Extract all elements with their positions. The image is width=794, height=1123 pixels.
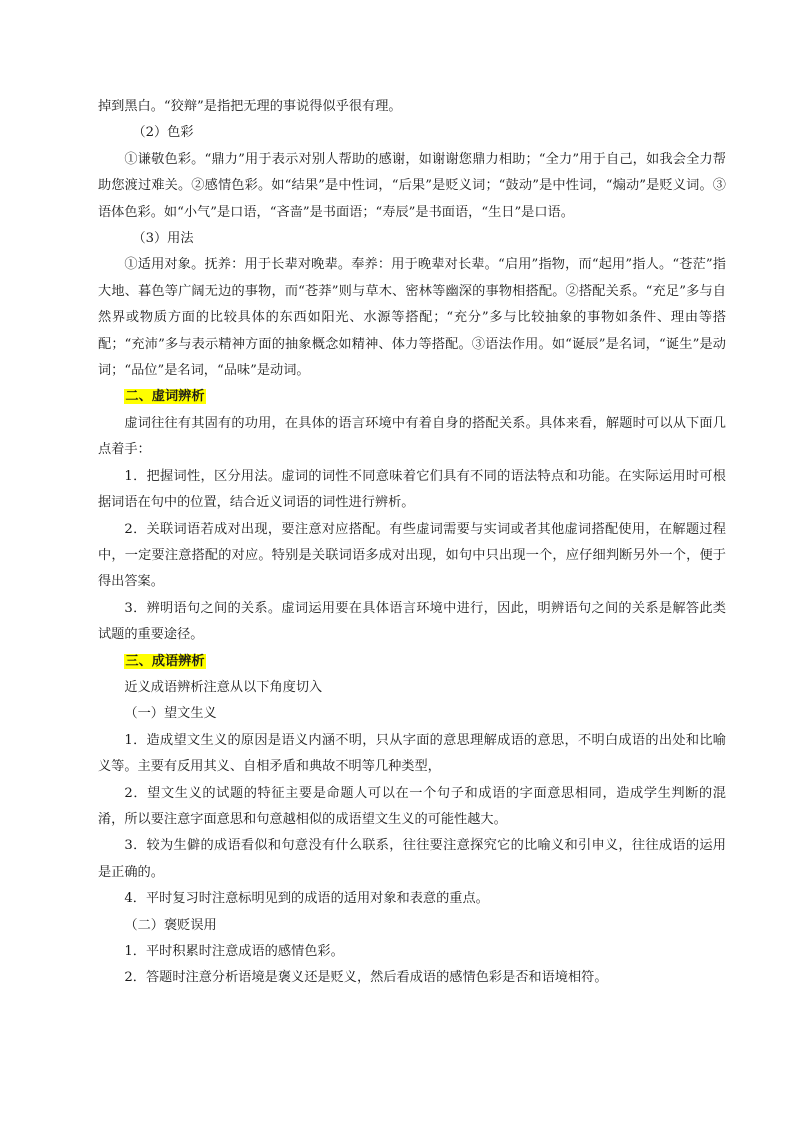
- paragraph-function-words-2: 2．关联词语若成对出现，要注意对应搭配。有些虚词需要与实词或者其他虚词搭配使用，在解题过程中，一定要注意搭配的对应。特别是关联词语多成对出现，如句中只出现一个，应仔细判断另外一个，便于得出答案。: [98, 521, 726, 590]
- paragraph-continuation: 掉到黑白。“狡辩”是指把无理的事说得似乎很有理。: [98, 99, 402, 114]
- paragraph-color: ①谦敬色彩。“鼎力”用于表示对别人帮助的感谢，如谢谢您鼎力相助；“全力”用于自己，如我会全力帮助您渡过难关。②感情色彩。如“结果”是中性词，“后果”是贬义词；“鼓动”是中性词，“煽动”是贬义词。③语体色彩。如“小气”是口语，“吝啬”是书面语；“寿辰”是书面语，“生日”是口语。: [98, 151, 726, 220]
- document-body: [98, 94, 726, 992]
- subheading-usage: （3）用法: [132, 231, 194, 247]
- subheading-connotation-misuse: （二）褒贬误用: [124, 917, 217, 933]
- paragraph-literal-2: 2．望文生义的试题的特征主要是命题人可以在一个句子和成语的字面意思相同，造成学生判断的混淆，所以要注意字面意思和句意越相似的成语望文生义的可能性越大。: [98, 785, 726, 827]
- paragraph-connotation-2: 2．答题时注意分析语境是褒义还是贬义，然后看成语的感情色彩是否和语境相符。: [124, 970, 608, 986]
- paragraph-connotation-1: 1．平时积累时注意成语的感情色彩。: [124, 944, 344, 959]
- subheading-literal-misreading: （一）望文生义: [124, 706, 217, 722]
- paragraph-function-words-3: 3．辨明语句之间的关系。虚词运用要在具体语言环境中进行，因此，明辨语句之间的关系是解答此类试题的重要途径。: [98, 600, 726, 643]
- paragraph-function-words-1: 1．把握词性，区分用法。虚词的词性不同意味着它们具有不同的语法特点和功能。在实际运用时可根据词语在句中的位置，结合近义词语的词性进行辨析。: [98, 468, 726, 511]
- paragraph-usage: ①适用对象。抚养：用于长辈对晚辈。奉养：用于晚辈对长辈。“启用”指物，而“起用”指人。“苍茫”指大地、暮色等广阔无边的事物，而“苍莽”则与草木、密林等幽深的事物相搭配。②搭配关系。“充足”多与自然界或物质方面的比较具体的东西如阳光、水源等搭配；“充分”多与比较抽象的事物如条件、理由等搭配；“充沛”多与表示精神方面的抽象概念如精神、体力等搭配。③语法作用。如“诞辰”是名词，“诞生”是动词；“品位”是名词，“品味”是动词。: [98, 257, 726, 379]
- section-heading-function-words: 二、虚词辨析: [125, 389, 205, 405]
- paragraph-idioms-intro: 近义成语辨析注意从以下角度切入: [124, 679, 323, 695]
- paragraph-literal-4: 4．平时复习时注意标明见到的成语的适用对象和表意的重点。: [124, 891, 489, 907]
- paragraph-function-words-intro: 虚词往往有其固有的功用，在具体的语言环境中有着自身的搭配关系。具体来看，解题时可以从下面几点着手：: [98, 415, 726, 458]
- paragraph-literal-3: 3．较为生僻的成语看似和句意没有什么联系，往往要注意探究它的比喻义和引申义，往往成语的运用是正确的。: [98, 838, 726, 880]
- section-heading-idioms: 三、成语辨析: [125, 653, 205, 669]
- subheading-color: （2）色彩: [132, 125, 194, 141]
- paragraph-literal-1: 1．造成望文生义的原因是语义内涵不明，只从字面的意思理解成语的意思，不明白成语的出处和比喻义等。主要有反用其义、自相矛盾和典故不明等几种类型，: [98, 732, 726, 775]
